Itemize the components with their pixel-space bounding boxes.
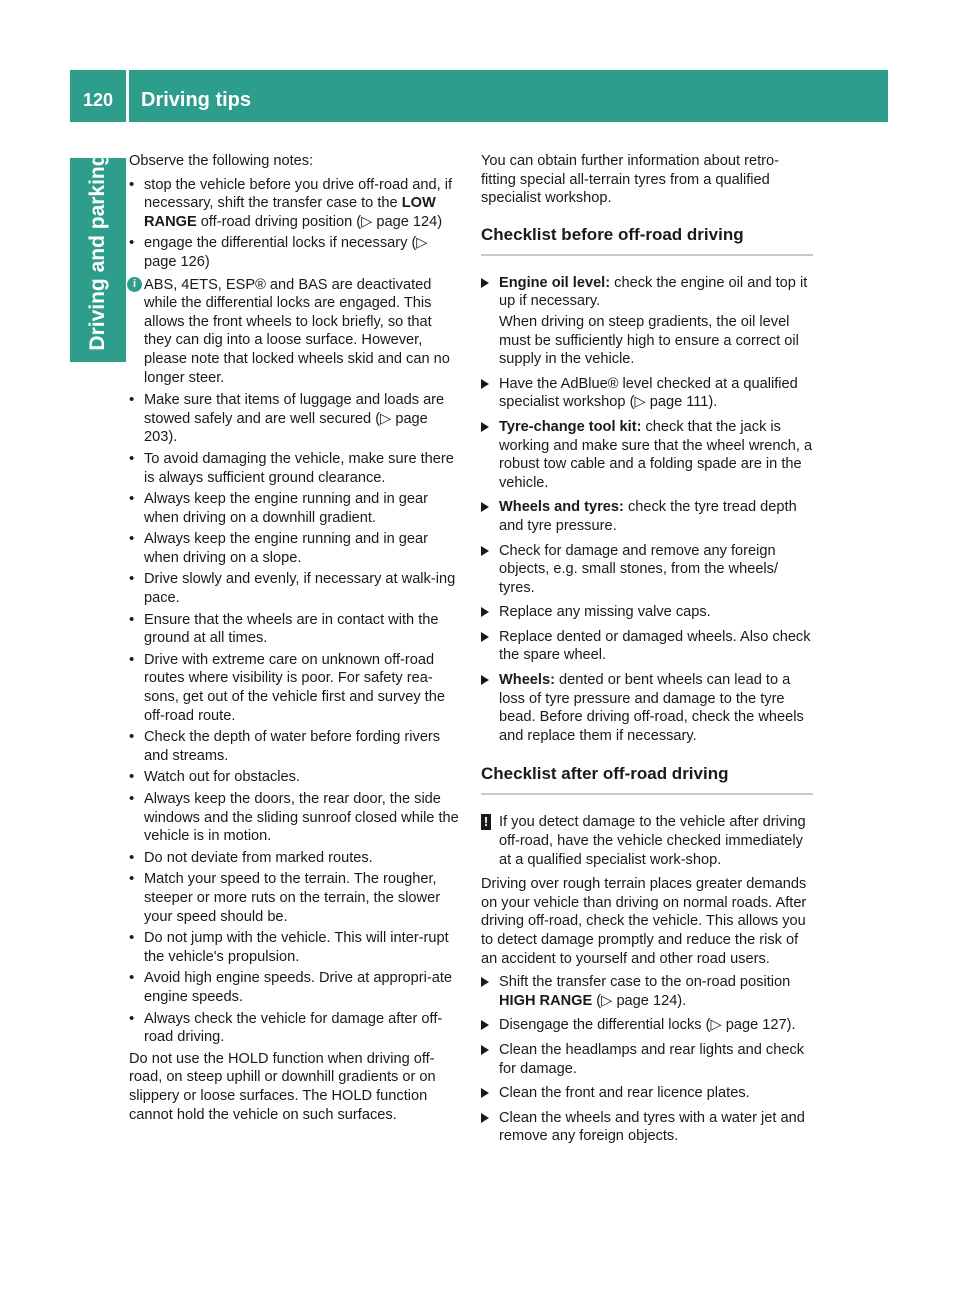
step-detail: When driving on steep gradients, the oil level must be sufficiently high to ensure a correct oil supply in the vehicle. bbox=[499, 313, 799, 368]
step-item bbox=[481, 418, 813, 492]
side-tab-label: Driving and parking bbox=[86, 153, 109, 351]
list-item: • Drive with extreme care on unknown off-road routes where visibility is poor. For safety rea-sons, get out of the vehicle first and survey the off-road route. bbox=[129, 651, 460, 725]
step-text: Check for damage and remove any foreign objects, e.g. small stones, from the wheels/ tyres. bbox=[499, 542, 779, 596]
step-text: Clean the wheels and tyres with a water jet and remove any foreign objects. bbox=[499, 1109, 805, 1145]
arrow-icon bbox=[481, 1088, 489, 1098]
step-label: Wheels and tyres: bbox=[499, 499, 624, 516]
step-item bbox=[481, 1016, 813, 1035]
list-item: • Make sure that items of luggage and loads are stowed safely and are well secured (▷ page 203). bbox=[129, 391, 460, 447]
right-column bbox=[481, 152, 813, 1152]
chapter-title: Driving tips bbox=[141, 89, 252, 111]
steps-before-list bbox=[481, 274, 813, 746]
arrow-icon bbox=[481, 278, 489, 288]
step-text: (▷ page 124). bbox=[592, 992, 687, 1009]
arrow-icon bbox=[481, 546, 489, 556]
step-text: Clean the front and rear licence plates. bbox=[499, 1085, 750, 1102]
tyres-note: You can obtain further information about retro-fitting special all-terrain tyres from a qualified specialist workshop. bbox=[481, 153, 780, 207]
warning-note bbox=[481, 813, 813, 869]
heading-after: Checklist after off-road driving bbox=[481, 763, 813, 795]
list-item-text: stop the vehicle before you drive off-road and, if necessary, shift the transfer case to the bbox=[144, 176, 453, 212]
step-label: Tyre-change tool kit: bbox=[499, 418, 642, 435]
list-item: • Do not deviate from marked routes. bbox=[129, 849, 460, 868]
step-item bbox=[481, 274, 813, 369]
step-item bbox=[481, 671, 813, 745]
arrow-icon bbox=[481, 422, 489, 432]
step-label: Engine oil level: bbox=[499, 274, 611, 291]
list-item: • Do not jump with the vehicle. This will inter-rupt the vehicle's propulsion. bbox=[129, 929, 460, 966]
left-column bbox=[129, 152, 460, 1124]
warning-text: If you detect damage to the vehicle after driving off-road, have the vehicle checked immediately at a qualified specialist work-shop. bbox=[499, 814, 806, 868]
step-item bbox=[481, 542, 813, 598]
step-text: Replace dented or damaged wheels. Also check the spare wheel. bbox=[499, 628, 811, 664]
step-text: Replace any missing valve caps. bbox=[499, 604, 711, 621]
step-item bbox=[481, 1109, 813, 1146]
arrow-icon bbox=[481, 1020, 489, 1030]
intro-text: Observe the following notes: bbox=[129, 153, 314, 169]
list-item: • Always keep the doors, the rear door, the side windows and the sliding sunroof closed while the vehicle is in motion. bbox=[129, 790, 460, 846]
arrow-icon bbox=[481, 607, 489, 617]
list-item: • Always keep the engine running and in gear when driving on a downhill gradient. bbox=[129, 490, 460, 527]
arrow-icon bbox=[481, 675, 489, 685]
step-item bbox=[481, 1041, 813, 1078]
list-item: • Check the depth of water before fording rivers and streams. bbox=[129, 728, 460, 765]
list-item: • Avoid high engine speeds. Drive at appropri-ate engine speeds. bbox=[129, 969, 460, 1006]
step-text: check the engine oil and top it up if necessary. bbox=[499, 274, 808, 310]
list-item: • Drive slowly and evenly, if necessary at walk-ing pace. bbox=[129, 570, 460, 607]
steps-after-list bbox=[481, 973, 813, 1146]
arrow-icon bbox=[481, 502, 489, 512]
list-item: • To avoid damaging the vehicle, make sure there is always sufficient ground clearance. bbox=[129, 450, 460, 487]
bullet-list-a bbox=[129, 176, 460, 272]
hold-note: Do not use the HOLD function when driving off-road, on steep uphill or downhill gradients or on slippery or loose surfaces. The HOLD function cannot hold the vehicle on such surfaces. bbox=[129, 1050, 436, 1123]
list-item: • Match your speed to the terrain. The rougher, steeper or more ruts on the terrain, the slower your speed should be. bbox=[129, 870, 460, 926]
header-divider bbox=[126, 70, 129, 122]
step-item bbox=[481, 375, 813, 412]
warning-icon: ! bbox=[481, 814, 491, 830]
step-label: Wheels: bbox=[499, 672, 555, 689]
arrow-icon bbox=[481, 379, 489, 389]
list-item-bold: LOW RANGE bbox=[144, 195, 436, 230]
arrow-icon bbox=[481, 1113, 489, 1123]
step-item bbox=[481, 973, 813, 1010]
step-text: check that the jack is working and make sure that the wheel wrench, a robust tow cable and a folding spade are in the vehicle. bbox=[499, 418, 813, 491]
step-text: Have the AdBlue® level checked at a qualified specialist workshop (▷ page 111). bbox=[499, 375, 798, 411]
list-item: • Always check the vehicle for damage after off-road driving. bbox=[129, 1010, 460, 1047]
step-item bbox=[481, 603, 813, 622]
arrow-icon bbox=[481, 977, 489, 987]
step-text: dented or bent wheels can lead to a loss of tyre pressure and damage to the tyre bead. Before driving off-road, check the wheels and replace them if necessary. bbox=[499, 672, 804, 744]
list-item: • Always keep the engine running and in gear when driving on a slope. bbox=[129, 530, 460, 567]
step-item bbox=[481, 628, 813, 665]
heading-before: Checklist before off-road driving bbox=[481, 224, 813, 256]
list-item: • Ensure that the wheels are in contact with the ground at all times. bbox=[129, 611, 460, 648]
list-item bbox=[129, 234, 460, 271]
info-icon: i bbox=[127, 277, 142, 292]
step-text: Disengage the differential locks (▷ page 127). bbox=[499, 1017, 796, 1034]
arrow-icon bbox=[481, 632, 489, 642]
bullet-list-b bbox=[129, 391, 460, 1047]
info-note bbox=[129, 276, 460, 388]
list-item: • Watch out for obstacles. bbox=[129, 768, 460, 787]
info-text: ABS, 4ETS, ESP® and BAS are deactivated while the differential locks are engaged. This allows the front wheels to lock briefly, so that they can dig into a loose surface. However, please note that locked wheels skid and can no longer steer. bbox=[144, 276, 450, 386]
list-item-text: off-road driving position (▷ page 124) bbox=[196, 213, 443, 230]
step-label: HIGH RANGE bbox=[499, 992, 593, 1009]
page-number: 120 bbox=[82, 90, 114, 110]
step-item bbox=[481, 498, 813, 535]
step-text: check the tyre tread depth and tyre pressure. bbox=[499, 499, 797, 534]
list-item-text: engage the differential locks if necessary (▷ page 126) bbox=[144, 235, 428, 270]
step-item bbox=[481, 1084, 813, 1103]
step-text: Shift the transfer case to the on-road position bbox=[499, 974, 791, 991]
after-paragraph: Driving over rough terrain places greater demands on your vehicle than driving on normal roads. After driving off-road, check the vehicle. This allows you to detect damage promptly and reduce the risk of an accident to yourself and other road users. bbox=[481, 876, 807, 967]
step-text: Clean the headlamps and rear lights and check for damage. bbox=[499, 1041, 805, 1077]
list-item bbox=[129, 176, 460, 232]
arrow-icon bbox=[481, 1045, 489, 1055]
